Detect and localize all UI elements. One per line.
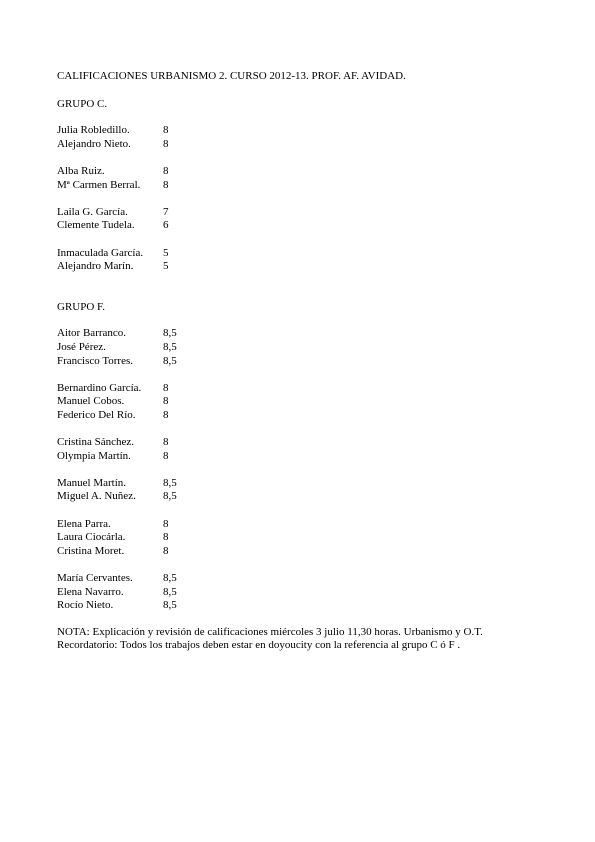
student-grade: 8 [163, 178, 169, 191]
student-grade: 5 [163, 260, 169, 273]
student-row [57, 260, 557, 274]
student-grade: 8 [163, 544, 169, 557]
student-row [57, 490, 557, 504]
student-name: Elena Parra. [57, 517, 111, 530]
student-row [57, 477, 557, 491]
student-name: Cristina Sánchez. [57, 436, 134, 449]
student-row [57, 572, 557, 586]
student-grade: 8 [163, 395, 169, 408]
grade-list [57, 327, 557, 612]
student-row [57, 395, 557, 409]
student-row [57, 518, 557, 532]
group-c [57, 98, 557, 274]
student-block [57, 124, 557, 151]
reminder-line: Recordatorio: Todos los trabajos deben estar en doyoucity con la referencia al grupo C ó F . [57, 639, 461, 652]
student-grade: 6 [163, 219, 169, 232]
student-grade: 8 [163, 124, 169, 137]
student-name: Clemente Tudela. [57, 219, 135, 232]
student-name: Laila G. García. [57, 205, 128, 218]
student-name: José Pérez. [57, 340, 106, 353]
grade-list [57, 124, 557, 274]
group-f [57, 301, 557, 613]
student-name: Olympia Martín. [57, 449, 131, 462]
student-grade: 8 [163, 408, 169, 421]
student-name: Inmaculada García. [57, 246, 144, 259]
student-grade: 8,5 [163, 599, 177, 612]
student-grade: 8,5 [163, 340, 177, 353]
student-row [57, 382, 557, 396]
student-block [57, 247, 557, 274]
student-row [57, 247, 557, 261]
student-name: Rocío Nieto. [57, 599, 114, 612]
student-name: Bernardino García. [57, 381, 142, 394]
student-name: Alejandro Marín. [57, 260, 134, 273]
student-block [57, 327, 557, 368]
student-grade: 8,5 [163, 572, 177, 584]
student-grade: 8 [163, 517, 169, 530]
student-grade: 8 [163, 436, 169, 449]
student-name: María Cervantes. [57, 572, 133, 584]
student-name: Mª Carmen Berral. [57, 178, 141, 191]
student-grade: 8 [163, 531, 169, 544]
student-grade: 8,5 [163, 490, 177, 503]
student-grade: 8 [163, 449, 169, 462]
student-grade: 8,5 [163, 327, 177, 340]
note-line: NOTA: Explicación y revisión de calificaciones miércoles 3 julio 11,30 horas. Urbanismo y O.T. [57, 625, 483, 638]
student-row [57, 531, 557, 545]
student-grade: 5 [163, 246, 169, 259]
student-name: Federico Del Río. [57, 408, 136, 421]
student-name: Elena Navarro. [57, 585, 124, 598]
student-grade: 8 [163, 164, 169, 177]
student-grade: 8,5 [163, 585, 177, 598]
student-name: Laura Ciocárla. [57, 531, 126, 544]
student-name: Cristina Moret. [57, 544, 125, 557]
student-name: Aitor Barranco. [57, 327, 127, 340]
student-row [57, 327, 557, 341]
student-block [57, 436, 557, 463]
student-row [57, 165, 557, 179]
student-name: Alejandro Nieto. [57, 137, 131, 150]
student-grade: 8,5 [163, 476, 177, 489]
document-page [57, 70, 557, 653]
student-row [57, 355, 557, 369]
student-row [57, 599, 557, 613]
student-row [57, 124, 557, 138]
student-block [57, 206, 557, 233]
student-row [57, 341, 557, 355]
student-grade: 8 [163, 137, 169, 150]
student-row [57, 179, 557, 193]
student-name: Manuel Martín. [57, 476, 127, 489]
note-section [57, 626, 557, 653]
student-name: Julia Robledillo. [57, 124, 130, 137]
student-name: Francisco Torres. [57, 354, 134, 367]
student-name: Manuel Cobos. [57, 395, 125, 408]
student-row [57, 545, 557, 559]
student-row [57, 219, 557, 233]
student-row [57, 586, 557, 600]
student-name: Alba Ruiz. [57, 164, 105, 177]
document-title: CALIFICACIONES URBANISMO 2. CURSO 2012-13. PROF. AF. AVIDAD. [57, 70, 406, 82]
group-heading: GRUPO F. [57, 300, 106, 313]
student-block [57, 382, 557, 423]
student-grade: 8 [163, 381, 169, 394]
student-grade: 7 [163, 205, 169, 218]
student-block [57, 477, 557, 504]
student-block [57, 572, 557, 613]
student-block [57, 518, 557, 559]
student-grade: 8,5 [163, 354, 177, 367]
student-row [57, 206, 557, 220]
student-name: Miguel A. Nuñez. [57, 490, 136, 503]
group-heading: GRUPO C. [57, 97, 108, 110]
student-block [57, 165, 557, 192]
student-row [57, 450, 557, 464]
student-row [57, 436, 557, 450]
student-row [57, 138, 557, 152]
student-row [57, 409, 557, 423]
